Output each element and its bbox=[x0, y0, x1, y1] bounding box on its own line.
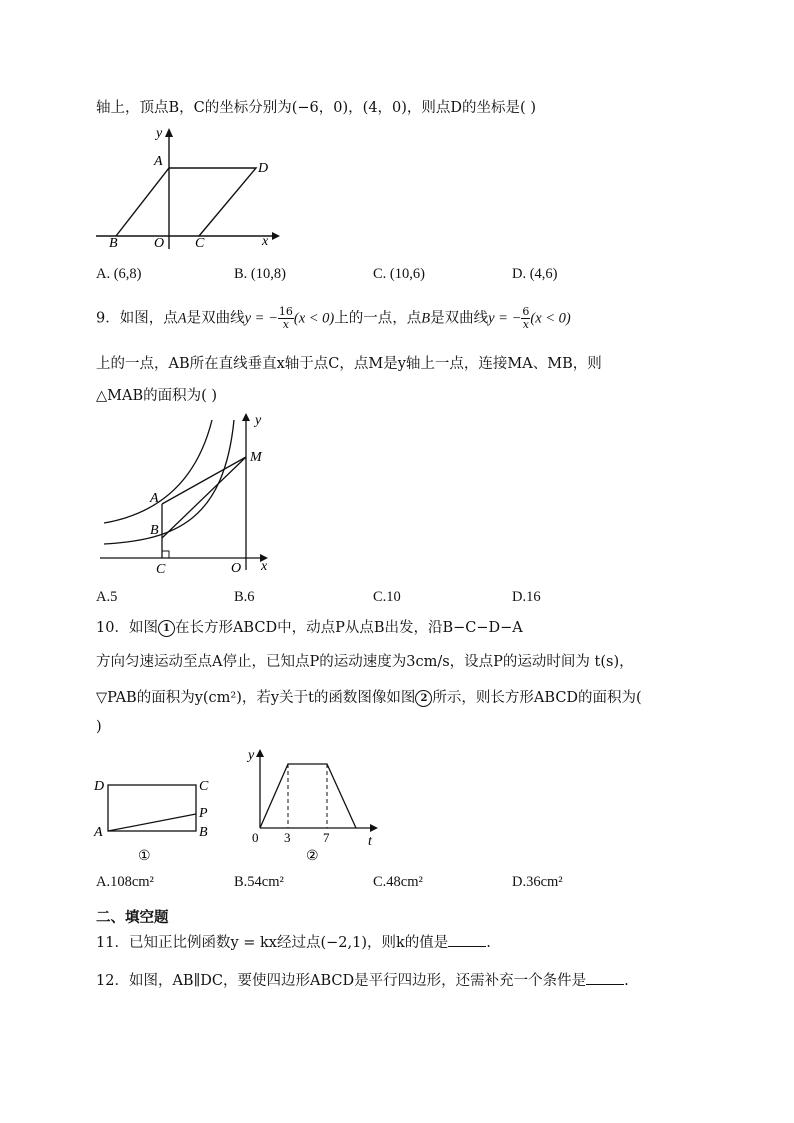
q10-fig1-A: A bbox=[94, 825, 103, 840]
q9-eq1-fraction bbox=[278, 306, 294, 331]
q9-eq1-den: x bbox=[282, 318, 289, 331]
q9-text-pre: 9．如图，点 bbox=[96, 310, 178, 327]
q10-line2: 方向匀速运动至点A停止，已知点P的运动速度为3cm/s，设点P的运动时间为 t(s)， bbox=[96, 654, 634, 670]
section-fill-in-title: 二、填空题 bbox=[96, 910, 169, 926]
q8-label-x: x bbox=[262, 234, 269, 249]
q9-y-arrow bbox=[242, 413, 250, 421]
q10-segment-ap bbox=[108, 814, 196, 831]
q10-fig1-P: P bbox=[199, 806, 208, 821]
q9-label-O: O bbox=[231, 561, 242, 576]
q11-text bbox=[96, 931, 491, 952]
q8-label-C: C bbox=[195, 236, 205, 251]
q10-circle-2: 2 bbox=[415, 690, 432, 707]
q8-y-arrow bbox=[165, 128, 173, 137]
q9-right-angle bbox=[162, 551, 169, 558]
q10-fig2-y-arrow bbox=[256, 749, 264, 757]
q10-fig2-caption: ② bbox=[306, 849, 319, 864]
q10-fig1-C: C bbox=[199, 779, 209, 794]
q10-line3-a: ▽PAB的面积为y(cm²)，若y关于t的函数图像如图 bbox=[96, 690, 416, 706]
q10-line3-b: 所示，则长方形ABCD的面积为( bbox=[432, 690, 642, 706]
q9-point-a: A bbox=[177, 310, 187, 327]
q8-label-D: D bbox=[258, 161, 269, 176]
q9-eq2-num: 6 bbox=[522, 305, 530, 318]
q8-label-A: A bbox=[154, 154, 163, 169]
q9-hyperbola-16 bbox=[104, 420, 212, 523]
q10-option-b[interactable]: B.54cm² bbox=[234, 874, 284, 890]
q10-fig2-y: y bbox=[248, 748, 255, 763]
q10-fig2-graph bbox=[260, 764, 356, 828]
q8-figure bbox=[90, 124, 290, 252]
q12-answer-blank[interactable] bbox=[586, 972, 624, 985]
q10-figure1 bbox=[92, 772, 222, 864]
q9-label-A: A bbox=[150, 491, 159, 506]
q10-fig1-caption: ① bbox=[138, 849, 151, 864]
q10-fig2-tick-3: 3 bbox=[284, 830, 291, 845]
q10-fig2-t-arrow bbox=[370, 824, 378, 832]
q8-x-arrow bbox=[272, 232, 280, 240]
q10-fig1-D: D bbox=[94, 779, 105, 794]
q10-fig1-B: B bbox=[199, 825, 208, 840]
q10-option-d[interactable]: D.36cm² bbox=[512, 874, 563, 890]
q9-option-c[interactable]: C.10 bbox=[373, 589, 401, 605]
q9-option-d[interactable]: D.16 bbox=[512, 589, 541, 605]
q10-fig2-tick-7: 7 bbox=[323, 830, 330, 845]
q9-label-C: C bbox=[156, 562, 166, 577]
q9-point-b: B bbox=[421, 310, 431, 327]
q8-label-y: y bbox=[156, 126, 163, 141]
q9-label-x: x bbox=[261, 559, 268, 574]
q8-label-O: O bbox=[154, 236, 165, 251]
q9-label-M: M bbox=[250, 450, 262, 465]
q9-option-a[interactable]: A.5 bbox=[96, 589, 118, 605]
q10-option-c[interactable]: C.48cm² bbox=[373, 874, 423, 890]
q9-eq1-num: 16 bbox=[278, 305, 293, 318]
q10-fig2-t: t bbox=[368, 834, 372, 849]
q8-option-a[interactable]: A. (6,8) bbox=[96, 266, 142, 282]
q9-eq2-cond: (x < 0) bbox=[530, 310, 571, 327]
q9-text-mid1: 是双曲线 bbox=[186, 310, 245, 327]
q9-eq1-cond: (x < 0) bbox=[293, 310, 335, 327]
q10-line1-a: 10．如图 bbox=[96, 620, 158, 636]
q8-label-B: B bbox=[109, 236, 118, 251]
q10-line4: ) bbox=[96, 719, 102, 735]
q12-text-b: . bbox=[624, 973, 629, 989]
q10-fig2-zero: 0 bbox=[252, 830, 259, 845]
q8-text: 轴上，顶点B，C的坐标分别为(−6，0)，(4，0)，则点D的坐标是( ) bbox=[96, 100, 536, 116]
q9-text-mid3: 是双曲线 bbox=[430, 310, 489, 327]
q12-text bbox=[96, 969, 629, 990]
q9-eq2-den: x bbox=[522, 318, 529, 331]
q9-line1 bbox=[96, 306, 571, 331]
q8-parallelogram bbox=[116, 168, 256, 236]
q10-option-a[interactable]: A.108cm² bbox=[96, 874, 154, 890]
q11-text-a: 11．已知正比例函数y = kx经过点(−2,1)，则k的值是 bbox=[96, 935, 449, 951]
q10-rectangle bbox=[108, 785, 196, 831]
q8-option-c[interactable]: C. (10,6) bbox=[373, 266, 425, 282]
q9-line3: △MAB的面积为( ) bbox=[96, 388, 218, 404]
q11-answer-blank[interactable] bbox=[448, 934, 486, 947]
q11-text-b: . bbox=[486, 935, 491, 951]
q10-figure2 bbox=[240, 744, 390, 866]
q9-figure bbox=[96, 410, 286, 580]
q10-line1-b: 在长方形ABCD中，动点P从点B出发，沿B−C−D−A bbox=[174, 620, 523, 636]
q9-label-y: y bbox=[255, 413, 262, 428]
q10-circle-1: 1 bbox=[158, 620, 175, 637]
q12-text-a: 12．如图，AB∥DC，要使四边形ABCD是平行四边形，还需补充一个条件是 bbox=[96, 973, 587, 989]
q9-label-B: B bbox=[150, 523, 159, 538]
q8-option-b[interactable]: B. (10,8) bbox=[234, 266, 286, 282]
q10-line3 bbox=[96, 686, 642, 707]
q9-option-b[interactable]: B.6 bbox=[234, 589, 255, 605]
q10-line1 bbox=[96, 616, 523, 637]
q9-eq2-lhs: y = − bbox=[488, 310, 522, 327]
q9-text-mid2: 上的一点，点 bbox=[334, 310, 422, 327]
q9-hyperbola-6 bbox=[104, 420, 234, 544]
q9-line2: 上的一点，AB所在直线垂直x轴于点C，点M是y轴上一点，连接MA、MB，则 bbox=[96, 356, 602, 372]
q9-eq1-lhs: y = − bbox=[244, 310, 278, 327]
q8-option-d[interactable]: D. (4,6) bbox=[512, 266, 558, 282]
